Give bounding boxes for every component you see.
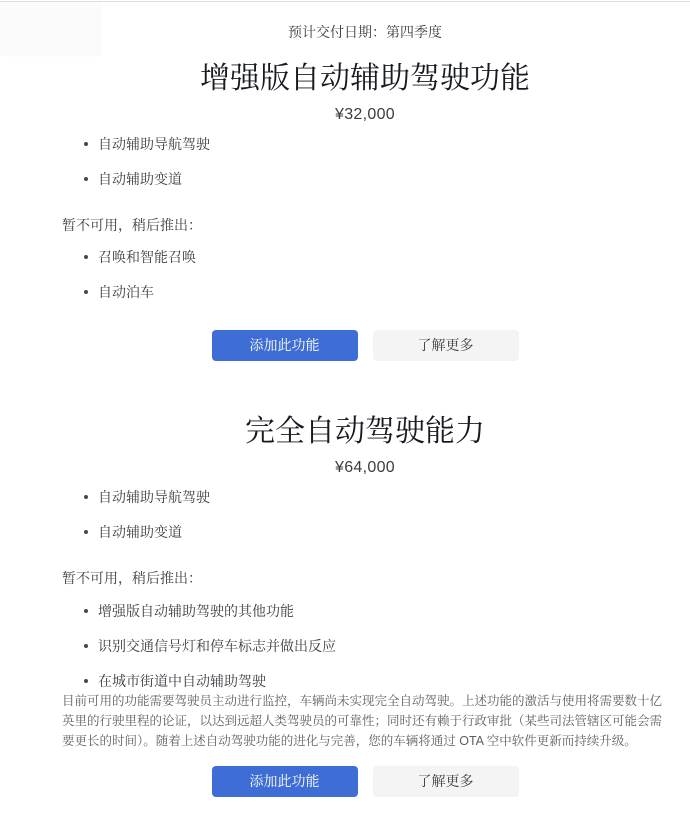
learn-more-button[interactable]: 了解更多 xyxy=(373,766,519,797)
section-title: 增强版自动辅助驾驶功能 xyxy=(200,62,530,95)
feature-item: 自动辅助导航驾驶 xyxy=(62,134,668,154)
legal-disclaimer: 目前可用的功能需要驾驶员主动进行监控，车辆尚未实现完全自动驾驶。上述功能的激活与使用将需要数十亿英里的行驶里程的论证，以达到远超人类驾驶员的可靠性；同时还有赖于行政审批（某些司法管辖区可能会需要更长的时间）。随着上述自动驾驶功能的进化与完善，您的车辆将通过 OTA 空中软件更新而持续升级。 xyxy=(62,694,663,748)
coming-soon-label: 暂不可用，稍后推出： xyxy=(62,570,202,586)
section-enhanced-autopilot xyxy=(62,60,668,361)
feature-item: 增强版自动辅助驾驶的其他功能 xyxy=(62,601,668,621)
section-title: 完全自动驾驶能力 xyxy=(245,415,485,448)
feature-item: 在城市街道中自动辅助驾驶 xyxy=(62,671,668,691)
included-features-list xyxy=(62,134,668,189)
section-full-self-driving xyxy=(62,413,668,797)
coming-soon-features-list xyxy=(62,247,668,302)
feature-item: 自动辅助导航驾驶 xyxy=(62,487,668,507)
coming-soon-label: 暂不可用，稍后推出： xyxy=(62,217,202,233)
section-price: ¥64,000 xyxy=(335,459,395,476)
feature-item: 自动泊车 xyxy=(62,282,668,302)
included-features-list xyxy=(62,487,668,542)
content-column xyxy=(62,0,668,797)
add-feature-button[interactable]: 添加此功能 xyxy=(212,330,358,361)
feature-item: 自动辅助变道 xyxy=(62,169,668,189)
section-price: ¥32,000 xyxy=(335,106,395,123)
feature-item: 识别交通信号灯和停车标志并做出反应 xyxy=(62,636,668,656)
coming-soon-features-list xyxy=(62,601,668,691)
learn-more-button[interactable]: 了解更多 xyxy=(373,330,519,361)
feature-item: 召唤和智能召唤 xyxy=(62,247,668,267)
button-row xyxy=(62,766,668,797)
feature-item: 自动辅助变道 xyxy=(62,522,668,542)
add-feature-button[interactable]: 添加此功能 xyxy=(212,766,358,797)
button-row xyxy=(62,330,668,361)
delivery-estimate-note: 预计交付日期：第四季度 xyxy=(288,24,442,40)
